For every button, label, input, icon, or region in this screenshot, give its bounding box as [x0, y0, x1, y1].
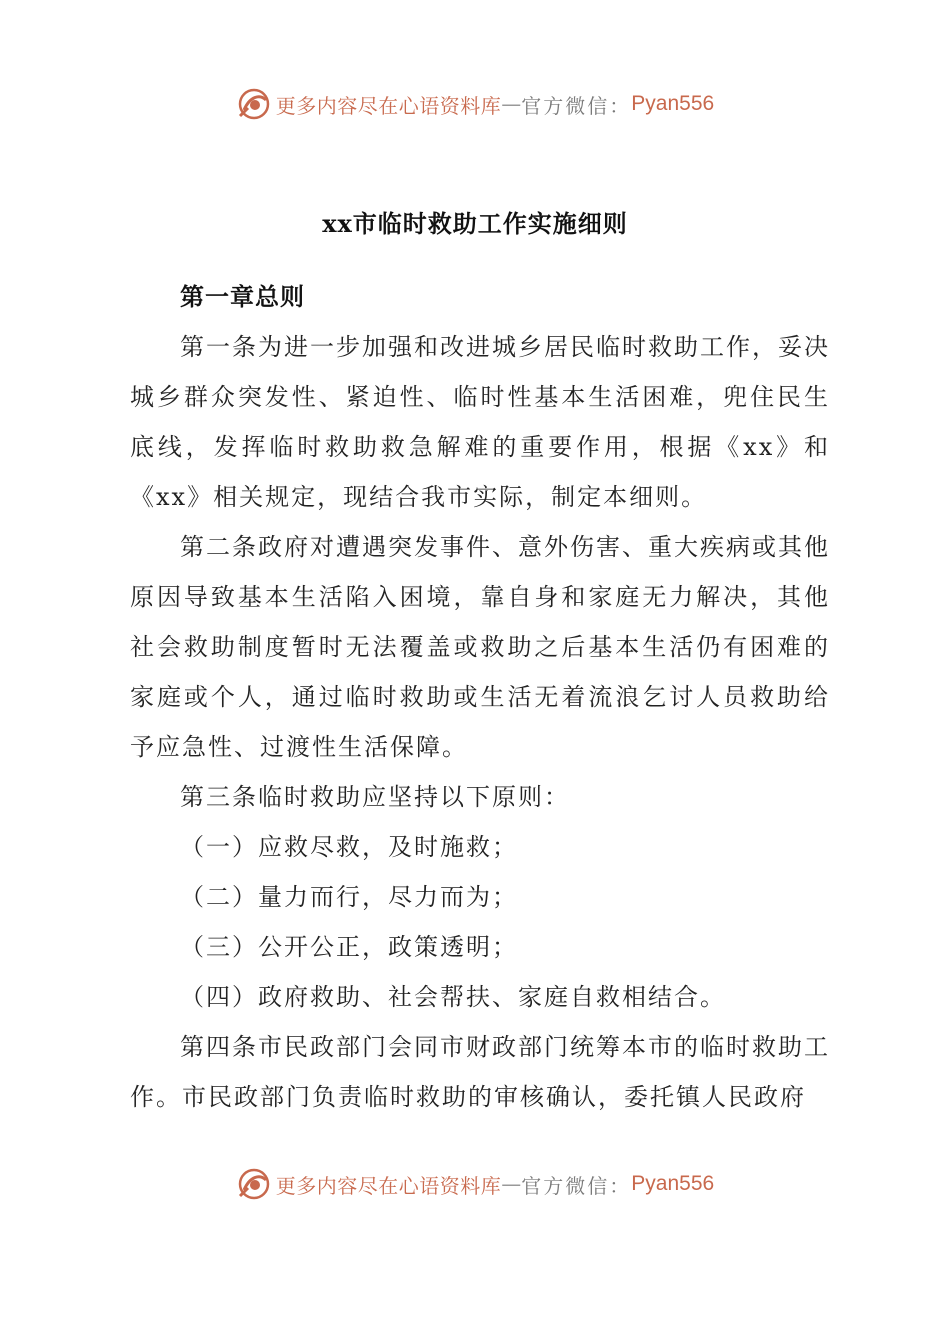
chapter-heading: 第一章总则: [180, 282, 305, 311]
watermark-text: 更多内容尽在心语资料库: [275, 1173, 502, 1198]
principle-item: （二）量力而行，尽力而为；: [180, 883, 518, 911]
watermark-dash: —: [501, 92, 522, 116]
principle-item: （一）应救尽救，及时施救；: [180, 833, 518, 861]
article-4: 第四条市民政部门会同市财政部门统筹本市的临时救助工作。市民政部门负责临时救助的审核确认，委托镇人民政府: [130, 1033, 830, 1111]
watermark-wechat-id: Pyan556: [631, 92, 715, 115]
document-body: [130, 272, 830, 1122]
watermark-wechat-id: Pyan556: [631, 1172, 715, 1195]
principle-item: （三）公开公正，政策透明；: [180, 933, 518, 961]
watermark-wechat-label: 官方微信：: [521, 1173, 632, 1198]
watermark-banner-top: [0, 84, 950, 124]
watermark-logo-icon: [236, 86, 272, 122]
article-1: 第一条为进一步加强和改进城乡居民临时救助工作，妥决城乡群众突发性、紧迫性、临时性基本生活困难，兜住民生底线，发挥临时救助救急解难的重要作用，根据《xx》和《xx》相关规定，现结合我市实际，制定本细则。: [130, 333, 830, 511]
watermark-dash: —: [501, 1172, 522, 1196]
watermark-banner-bottom: [0, 1164, 950, 1204]
watermark-logo-icon: [236, 1166, 272, 1202]
watermark-wechat-label: 官方微信：: [521, 93, 632, 118]
principle-item: （四）政府救助、社会帮扶、家庭自救相结合。: [180, 983, 726, 1011]
article-3: 第三条临时救助应坚持以下原则：: [180, 783, 570, 811]
watermark-text: 更多内容尽在心语资料库: [275, 93, 502, 118]
document-title: xx市临时救助工作实施细则: [322, 209, 628, 238]
article-2: 第二条政府对遭遇突发事件、意外伤害、重大疾病或其他原因导致基本生活陷入困境，靠自身和家庭无力解决，其他社会救助制度暂时无法覆盖或救助之后基本生活仍有困难的家庭或个人，通过临时救助或生活无着流浪乞讨人员救助给予应急性、过渡性生活保障。: [130, 533, 830, 761]
